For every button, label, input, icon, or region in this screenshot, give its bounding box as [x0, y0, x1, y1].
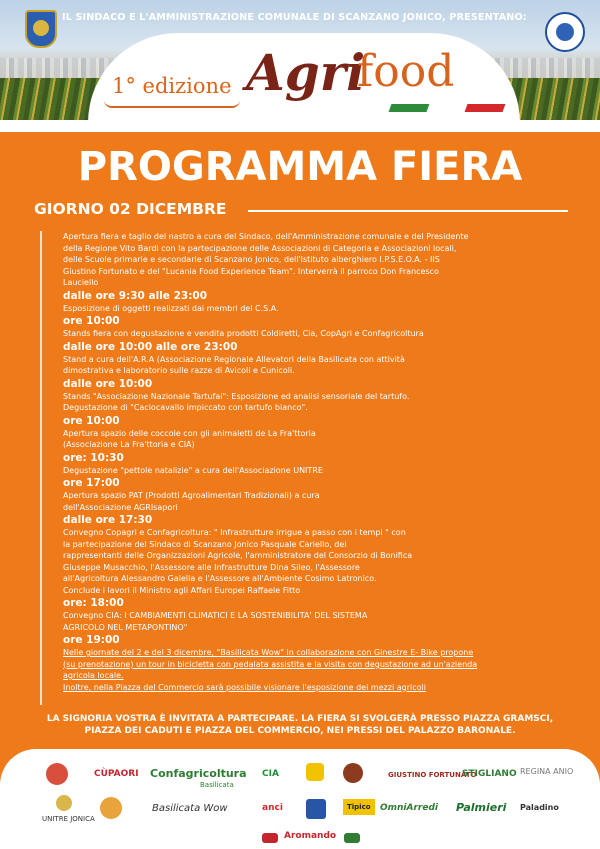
flag-white: [427, 104, 468, 112]
sponsor-tractor-icon-2: [344, 833, 362, 843]
sponsor-palmieri: Palmieri: [456, 801, 507, 814]
program-time: ore 19:00: [63, 634, 120, 646]
program-line: della Regione Vito Bardi con la partecipazione delle Associazioni di Categoria e Associazioni locali,: [63, 243, 457, 253]
closing-line-1: LA SIGNORIA VOSTRA È INVITATA A PARTECIPARE. LA FIERA SI SVOLGERÀ PRESSO PIAZZA GRAMSCI,: [46, 714, 554, 724]
sponsor-aaa-logo: [306, 799, 328, 819]
header-presenter-text: IL SINDACO E L'AMMINISTRAZIONE COMUNALE DI SCANZANO JONICO, PRESENTANO:: [62, 12, 527, 23]
program-time: dalle ore 10:00 alle ore 23:00: [63, 340, 238, 353]
program-line: Degustazione di "Caciocavallo impiccato con tartufo bianco".: [63, 403, 308, 412]
sponsor-school-logo: [100, 797, 124, 819]
chef-hat-icon: [46, 763, 68, 785]
municipal-crest-icon: [25, 10, 57, 48]
sponsor-confagricoltura-region: Basilicata: [200, 781, 234, 789]
sponsor-aromando: Aromando: [284, 831, 337, 841]
program-line: Stand a cura dell'A.R.A (Associazione Regionale Allevatori della Basilicata con attività: [63, 354, 405, 364]
program-line: Convegno Copagri e Confagricoltura: " Infrastrutture irrigue a passo con i tempi " con: [63, 528, 406, 537]
sponsor-round-logo: [343, 763, 365, 783]
sponsor-chef-logo: [46, 763, 70, 785]
unitre-icon: [56, 795, 72, 811]
day-divider: [248, 210, 568, 212]
program-time: dalle ore 10:00: [63, 377, 153, 390]
program-line: dimostrativa e laboratorio sulle razze di Avicoli e Cunicoli.: [63, 366, 295, 375]
program-line: Degustazione "pettole natalizie" a cura dell'Associazione UNITRE: [63, 465, 323, 475]
sponsor-tipico: Tipico: [343, 799, 375, 815]
program-line: all'Agricoltura Alessandro Galella e l'Assessore all'Ambiente Cosimo Latronico.: [63, 574, 377, 583]
tractor-icon: [262, 833, 278, 843]
program-time: ore 17:00: [63, 477, 120, 489]
program-line: rappresentanti delle Organizzazioni Agricole, l'amministratore del Consorzio di Bonifica: [63, 551, 413, 560]
sponsor-paladino: Paladino: [520, 803, 559, 812]
italian-flag-stripe: [389, 104, 506, 112]
sponsor-stigliano: STIGLIANO: [462, 769, 517, 779]
edition-swoosh: [104, 100, 240, 108]
edition-label: 1° edizione: [112, 74, 232, 98]
program-line: Lauciello: [63, 278, 99, 287]
sponsor-omniarredi: OmniArredi: [380, 803, 438, 813]
program-line: Apertura spazio PAT (Prodotti Agroalimentari Tradizionali) a cura: [63, 491, 320, 500]
program-line: Inoltre, nella Piazza del Commercio sarà possibile visionare l'esposizione dei mezzi agricoli: [63, 682, 426, 692]
brand-food: food: [357, 46, 455, 97]
header-divider: [0, 120, 600, 132]
program-line: agricola locale.: [63, 671, 124, 680]
flag-red: [465, 104, 506, 112]
program-line: Giuseppe Musacchio, l'Assessore alle Infrastrutture Dina Sileo, l'Assessore: [63, 562, 360, 572]
page-title: PROGRAMMA FIERA: [77, 144, 523, 190]
program-time: dalle ore 9:30 alle 23:00: [63, 289, 208, 302]
program-line: Stands "Associazione Nazionale Tartufai": Esposizione ed analisi sensoriale del tartufo.: [63, 391, 410, 401]
program-line: la partecipazione del Sindaco di Scanzano Jonico Pasquale Cariello, dei: [63, 539, 347, 549]
school-emblem-icon: [100, 797, 122, 819]
seal-emblem: [556, 23, 574, 41]
aaa-icon: [306, 799, 326, 819]
program-line: Conclude i lavori il Ministro agli Affari Europei Raffaele Fitto: [63, 585, 301, 595]
closing-line-2: PIAZZA DEI CADUTI E PIAZZA DEL COMMERCIO, NEI PRESSI DEL PALAZZO BARONALE.: [84, 726, 516, 736]
sponsor-tractor-icon: [262, 833, 280, 843]
flag-green: [389, 104, 430, 112]
program-list: [63, 231, 583, 693]
program-time: ore: 18:00: [63, 597, 124, 609]
closing-note: [0, 713, 600, 737]
tractor-green-icon: [344, 833, 360, 843]
program-time: dalle ore 17:30: [63, 514, 153, 526]
program-line: Nelle giornate del 2 e del 3 dicembre, "Basilicata Wow" in collaborazione con Ginestre E- Bike propone: [63, 648, 474, 657]
sponsor-footer: [0, 749, 600, 849]
program-side-bar: [40, 231, 42, 705]
program-line: dell'Associazione AGRIsapori: [63, 502, 178, 512]
program-line: Apertura spazio delle coccole con gli animaletti de La Fra'ttoria: [63, 428, 316, 438]
program-line: Stands fiera con degustazione e vendita prodotti Coldiretti, Cia, CopAgri e Confagricoltura: [63, 329, 424, 338]
sponsor-basilicata-wow: Basilicata Wow: [152, 803, 228, 814]
program-line: delle Scuole primarie e secondarie di Scanzano Jonico, dell'Istituto alberghiero I.P.S.E.O.A. - IIS: [63, 255, 440, 264]
program-line: Giustino Fortunato e del "Lucania Food Experience Team". Interverrà il parroco Don Francesco: [63, 266, 439, 276]
program-line: Esposizione di oggetti realizzati dai membri del C.S.A.: [63, 303, 279, 313]
program-line: Convegno CIA: I CAMBIAMENTI CLIMATICI E LA SOSTENIBILITA' DEL SISTEMA: [63, 611, 368, 620]
day-heading: GIORNO 02 DICEMBRE: [34, 200, 227, 218]
program-line: (Associazione La Fra'ttoria e CIA): [63, 440, 195, 449]
sponsor-cia: CIA: [262, 769, 279, 779]
sponsor-cupaori: CÙPAORI: [94, 769, 139, 779]
coldiretti-icon: [306, 763, 324, 781]
program-time: ore: 10:30: [63, 451, 124, 464]
sponsor-unitre: UNITRE JONICA: [42, 815, 95, 823]
round-emblem-icon: [343, 763, 363, 783]
program-time: ore 10:00: [63, 414, 120, 427]
header-banner: [0, 0, 600, 128]
crest-emblem: [33, 20, 49, 36]
program-line: (su prenotazione) un tour in bicicletta con pedalata assistita e la visita con degustazione ad un'azienda: [63, 659, 478, 669]
program-time: ore 10:00: [63, 315, 120, 327]
brand-agri: Agri: [246, 43, 366, 102]
sponsor-regina: REGINA ANIO: [520, 767, 574, 776]
program-line: Apertura fiera e taglio del nastro a cura del Sindaco, dell'Amministrazione comunale e del Presidente: [63, 232, 469, 241]
sponsor-unitre-logo: [56, 795, 74, 811]
sponsor-giustino: GIUSTINO FORTUNATO: [388, 771, 477, 779]
program-line: AGRICOLO NEL METAPONTINO": [63, 622, 188, 632]
sponsor-confagricoltura: Confagricoltura: [150, 767, 247, 780]
sponsor-coldiretti-logo: [306, 763, 326, 781]
regional-seal-icon: [545, 12, 585, 52]
sponsor-anci: anci: [262, 803, 283, 813]
